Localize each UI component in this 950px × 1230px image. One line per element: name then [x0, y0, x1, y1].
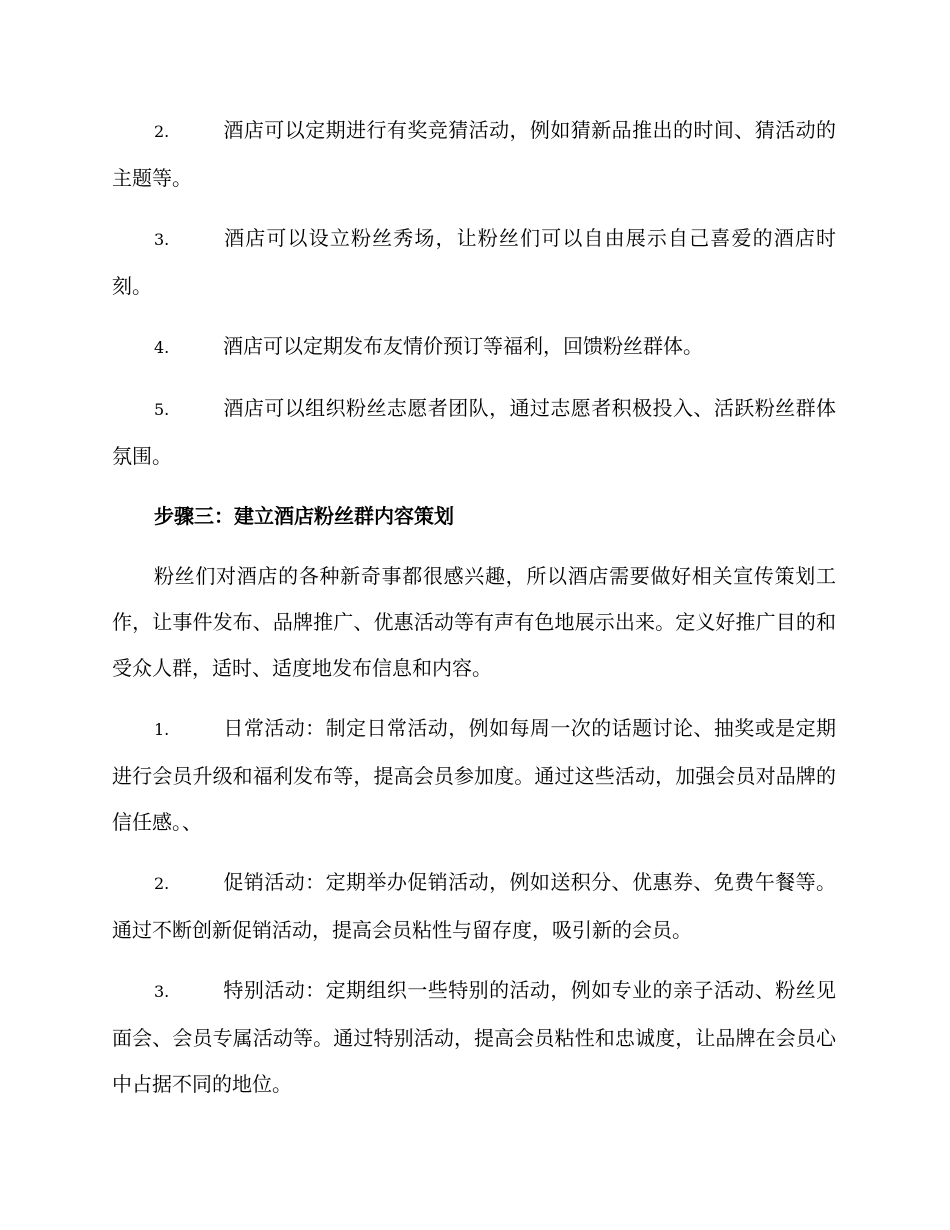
- list-item: [112, 215, 836, 309]
- list-item: [112, 385, 836, 479]
- section-heading: 步骤三：建立酒店粉丝群内容策划: [154, 504, 454, 528]
- list-number: 1.: [154, 720, 170, 739]
- list-text: 酒店可以定期进行有奖竞猜活动，例如猜新品推出的时间、猜活动的主题等。: [112, 118, 836, 190]
- section-intro: 粉丝们对酒店的各种新奇事都很感兴趣，所以酒店需要做好相关宣传策划工作，让事件发布、品牌推广、优惠活动等有声有色地展示出来。定义好推广目的和受众人群，适时、适度地发布信息和内容。: [112, 564, 836, 680]
- list-text: 特别活动：定期组织一些特别的活动，例如专业的亲子活动、粉丝见面会、会员专属活动等。通过特别活动，提高会员粘性和忠诚度，让品牌在会员心中占据不同的地位。: [112, 978, 836, 1096]
- list-item: [112, 323, 836, 371]
- list-text: 日常活动：制定日常活动，例如每周一次的话题讨论、抽奖或是定期进行会员升级和福利发布等，提高会员参加度。通过这些活动，加强会员对品牌的信任感。、: [112, 716, 836, 834]
- list-item: [112, 705, 836, 845]
- list-text: 促销活动：定期举办促销活动，例如送积分、优惠券、免费午餐等。通过不断创新促销活动，提高会员粘性与留存度，吸引新的会员。: [112, 870, 836, 942]
- list-number: 4.: [154, 338, 170, 357]
- list-number: 3.: [154, 982, 170, 1001]
- list-number: 2.: [154, 122, 170, 141]
- list-text: 酒店可以设立粉丝秀场，让粉丝们可以自由展示自己喜爱的酒店时刻。: [112, 226, 836, 298]
- list-number: 5.: [154, 400, 170, 419]
- list-item: [112, 859, 836, 953]
- list-text: 酒店可以定期发布友情价预订等福利，回馈粉丝群体。: [223, 334, 703, 358]
- list-item: [112, 107, 836, 201]
- list-number: 2.: [154, 874, 170, 893]
- list-item: [112, 967, 836, 1107]
- list-text: 酒店可以组织粉丝志愿者团队，通过志愿者积极投入、活跃粉丝群体氛围。: [112, 396, 836, 468]
- document-body: [112, 107, 836, 1121]
- list-number: 3.: [154, 230, 170, 249]
